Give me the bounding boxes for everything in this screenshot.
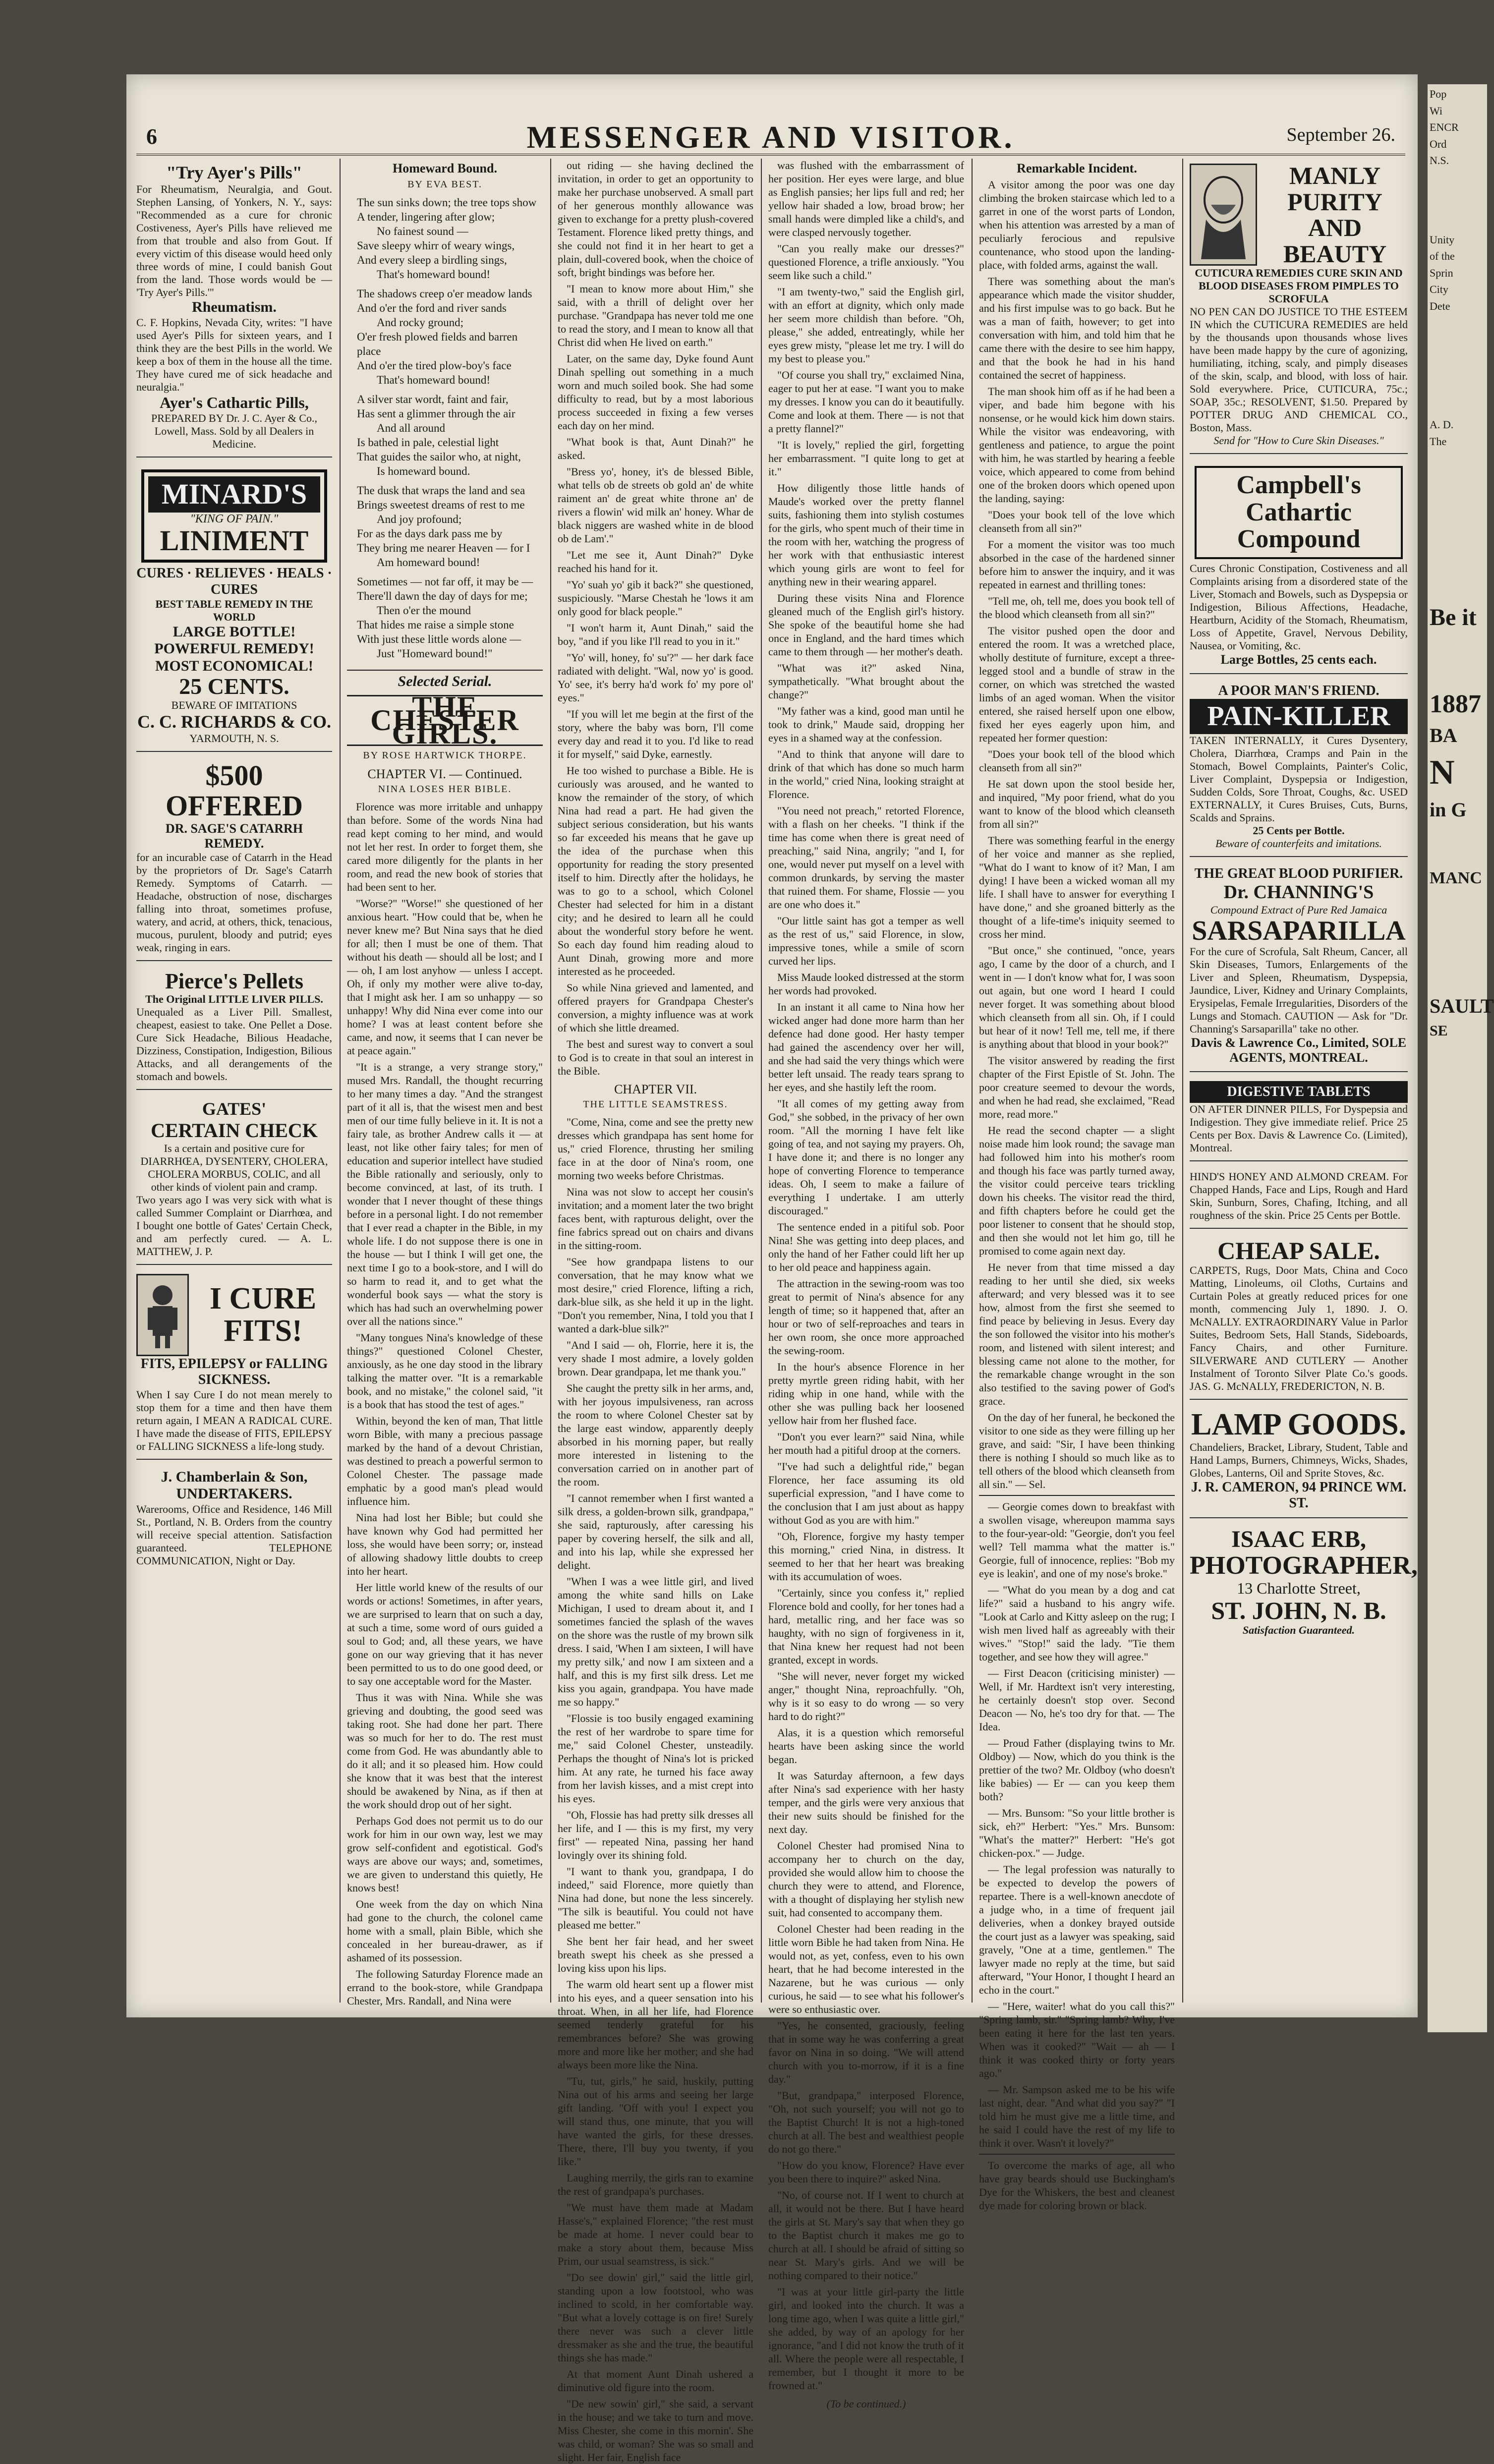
poem-line: With just these little words alone — — [357, 633, 521, 645]
poem-line: Just "Homeward bound!" — [377, 647, 493, 660]
ad-pierces-pellets — [136, 966, 332, 1090]
poem-line: A silver star wordt, faint and fair, — [357, 393, 509, 405]
edge-fragment: A. D. — [1430, 418, 1454, 431]
ad-tagline: A POOR MAN'S FRIEND. — [1218, 683, 1379, 698]
issue-date: September 26. — [1286, 124, 1395, 145]
column-ads-right — [1190, 159, 1418, 2007]
ad-heading: $500 OFFERED — [165, 759, 303, 822]
column-serial-2 — [558, 159, 753, 2464]
ad-city: ST. JOHN, N. B. — [1211, 1597, 1386, 1625]
ad-subheading: Compound Extract of Pure Red Jamaica — [1210, 903, 1387, 916]
paragraph: Alas, it is a question which remorseful hearts have been asking since the world began. — [768, 1726, 964, 1766]
paragraph: Laughing merrily, the girls ran to examine the rest of grandpapa's purchases. — [558, 2172, 753, 2197]
poem-line: The shadows creep o'er meadow lands — [357, 287, 532, 300]
paragraph: "Come, Nina, come and see the pretty new dresses which grandpapa has sent home for us," cried Florence, thrusting her smiling face in at the door of Nina's room, one morning two weeks before Christmas. — [558, 1116, 753, 1182]
paragraph: was flushed with the embarrassment of her position. Her eyes were large, and blue as English pansies; her lips full and red; her yellow hair shaded a low, broad brow; her small hands were dimpled like a child's, and were clasped nervously together. — [768, 159, 964, 238]
ad-list: CURES · RELIEVES · HEALS · CURES — [136, 566, 332, 597]
edge-fragment: Sprin — [1430, 266, 1453, 279]
paragraph: "Yo' will, honey, fo' su'?" — her dark face radiated with delight. "Wal, now yo' is good. Yo' see, it's berry ha'd work fo' my pore ol' eyes." — [558, 651, 753, 704]
ad-heading: CHEAP SALE. — [1217, 1237, 1380, 1265]
ad-cheap-sale — [1190, 1234, 1408, 1400]
ad-heading: DIGESTIVE TABLETS — [1190, 1081, 1408, 1103]
paragraph: out riding — she having declined the invitation, in order to get an opportunity to make her purchase unobserved. A small part of her generous monthly allowance was given to exchange for a pretty plush-covered Testament. Florence liked pretty things, and she could not find it in her heart to get a plain, dull-covered book, when the choice of soft, bright bindings was before her. — [558, 159, 753, 279]
poem-line: Then o'er the mound — [377, 604, 471, 617]
ad-gates-certain-check — [136, 1095, 332, 1265]
edge-fragment: The — [1430, 435, 1447, 448]
paragraph: "Certainly, since you confess it," replied Florence bold and coolly, for her tones had a hard, metallic ring, and her face was so haughty, with no sign of forgiveness in it, that Nina knew her request had not been granted, except in words. — [768, 1587, 964, 1666]
article-title: Remarkable Incident. — [1017, 161, 1137, 175]
ad-maker: PREPARED BY Dr. J. C. Ayer & Co., Lowell, Mass. Sold by all Dealers in Medicine. — [151, 411, 317, 450]
paragraph: "It all comes of my getting away from God," she sobbed, in the privacy of her own room. "All the morning I have felt like going of tea, and not saying my prayers. Oh, I have done it; and there is no longer any hope of converting Florence to temperance ideas. Oh, I seem to make a failure of everything I undertake. I am utterly discouraged." — [768, 1097, 964, 1217]
ad-hinds-cream — [1190, 1166, 1408, 1229]
serial-byline: BY ROSE HARTWICK THORPE. — [363, 750, 527, 761]
ad-subheading: FITS, EPILEPSY or FALLING SICKNESS. — [140, 1356, 328, 1388]
poem-line: And rocky ground; — [377, 316, 464, 329]
paragraph: "I mean to know more about Him," she said, with a thrill of delight over her purchase. "Grandpapa has never told me one to read the story, and I mean to know all that Christ did when He lived on earth." — [558, 283, 753, 348]
edge-fragment: Unity — [1430, 233, 1455, 246]
poem-line: For as the days dark pass me by — [357, 527, 503, 540]
poem-line: And all around — [377, 422, 445, 434]
ad-subheading: Rheumatism. — [192, 299, 277, 316]
paragraph: "Does your book tell of the blood which cleanseth from all sin?" — [979, 748, 1175, 774]
masthead — [136, 94, 1405, 156]
edge-fragment: of the — [1430, 250, 1455, 262]
column-poem-serial — [347, 159, 543, 2007]
poem-line: That guides the sailor who, at night, — [357, 451, 521, 463]
paragraph: It was Saturday afternoon, a few days after Nina's sad experience with her hasty temper, and the girls were very anxious that their new suits should be finished for the next day. — [768, 1770, 964, 1835]
ad-heading: PHOTOGRAPHER, — [1190, 1551, 1418, 1580]
paragraph: "Yes, he consented, graciously, feeling that in some way he was conferring a great favor on Nina in so doing. "We will attend church with you to-morrow, if it is a fine day." — [768, 2019, 964, 2085]
edge-fragment: Dete — [1430, 299, 1450, 312]
ad-ayers-pills — [136, 159, 332, 458]
serial-title: THE CHESTER GIRLS. — [347, 695, 543, 746]
ad-heading: I CURE FITS! — [209, 1282, 317, 1348]
paragraph: "Our little saint has got a temper as well as the rest of us," said Florence, in slow, impressive tones, while a smile of scorn curved her lips. — [768, 915, 964, 967]
column-rule — [761, 159, 762, 2003]
paragraph: "It is lovely," replied the girl, forgetting her embarrassment. "I quite long to get at it." — [768, 439, 964, 478]
paragraph: "Do see dowin' girl," said the little girl, standing upon a low footstool, who was inclined to scold, in her comfortable way. "But what a lovely cottage is on fire! Surely there never was such a clever little dressmaker as she and the true, the beautiful things she has made." — [558, 2271, 753, 2364]
paragraph: "I won't harm it, Aunt Dinah," said the boy, "and if you like I'll read to you in it." — [558, 622, 753, 647]
page-number: 6 — [146, 124, 157, 149]
paragraph: "Flossie is too busily engaged examining the rest of her wardrobe to spare time for me," said Colonel Chester, unsteadily. Perhaps the thought of Nina's lot is pricked him. At any rate, he turned his face away from her lavish kisses, and a mist crept into his eyes. — [558, 1712, 753, 1805]
ad-heading: MANLY PURITY AND BEAUTY — [1283, 162, 1387, 268]
ad-testimonial: Two years ago I was very sick with what is called Summer Complaint or Diarrhœa, and I bought one bottle of Gates' Certain Check, and am perfectly cured. — A. L. MATTHEW, J. P. — [136, 1194, 332, 1258]
ad-lamp-goods — [1190, 1405, 1408, 1518]
ad-campbells-cathartic — [1190, 459, 1408, 674]
column-ads-left — [136, 159, 332, 2007]
chapter-heading: CHAPTER VI. — Continued. — [367, 767, 522, 781]
poem-line: They bring me nearer Heaven — for I — [357, 542, 530, 554]
ad-heading: Dr. CHANNING'S — [1223, 881, 1374, 903]
poem-line: There'll dawn the day of days for me; — [357, 590, 528, 602]
poem-body — [347, 195, 543, 661]
ad-text: Cures Chronic Constipation, Costiveness and all Complaints arising from a disordered state of the Liver, Stomach and Bowels, such as Dyspepsia or Indigestion, Bilious Affections, Headache, Heartburn, Acidity of the Stomach, Rheumatism, Loss of Appetite, Gravel, Nervous Debility, Nausea, or Vomiting, &c. — [1190, 562, 1408, 652]
ad-place: YARMOUTH, N. S. — [189, 732, 279, 745]
paragraph: He too wished to purchase a Bible. He is curiously was aroused, and he wanted to know the remainder of the story, of which Nina had read a part. He had given the subject serious consideration, but his wants so far exceeded his means that he gave up the idea of the purchase when this opportunity for reading the story presented itself to him. Directly after the holidays, he was to go to a school, which Colonel Chester had selected for him in a distant city; and he desired to learn all he could about the wonderful story before he went. So each day found him reading aloud to Aunt Dinah, growing more and more interested as he proceeded. — [558, 764, 753, 977]
ad-heading: J. Chamberlain & Son, UNDERTAKERS. — [161, 1468, 308, 1502]
ad-tagline: Satisfaction Guaranteed. — [1242, 1623, 1355, 1636]
paragraph: She caught the pretty silk in her arms, and, with her joyous impulsiveness, ran across the room to where Colonel Chester sat by the large east window, apparently deeply absorbed in his morning paper, but really more interested in listening to the conversation carried on in another part of the room. — [558, 1382, 753, 1488]
paragraph: "Let me see it, Aunt Dinah?" Dyke reached his hand for it. — [558, 549, 753, 574]
edge-fragment: SAULT — [1430, 995, 1494, 1017]
paragraph: In the hour's absence Florence in her pretty myrtle green riding habit, with her riding whip in one hand, while with the other she was pulling back her loosened yellow hair from her flushed face. — [768, 1361, 964, 1427]
paragraph: "We must have them made at Madam Hasse's," explained Florence; "the rest must be made at home. I never could bear to make a story about them, because Miss Prim, our usual seamstress, is sick." — [558, 2201, 753, 2267]
paragraph: "Does your book tell of the love which cleanseth from all sin?" — [979, 509, 1175, 534]
anecdote: — Mr. Sampson asked me to be his wife last night, dear. "And what did you say?" "I told him he must give me a little time, and he said I could have the rest of my life to think it over. Wasn't it lovely?" — [979, 2083, 1175, 2149]
paragraph: A visitor among the poor was one day climbing the broken staircase which led to a garret in one of the worst parts of London, when his attention was arrested by a man of peculiarly ferocious and repulsive countenance, who stood upon the landing-place, with folded arms, against the wall. — [979, 178, 1175, 271]
ad-text: TAKEN INTERNALLY, it Cures Dysentery, Cholera, Diarrhœa, Cramps and Pain in the Stomach, Bowel Complaints, Painter's Colic, Liver Complaint, Dyspepsia or Indigestion, Sudden Colds, Sore Throat, Coughs, &c. USED EXTERNALLY, it Cures Bruises, Cuts, Burns, Scalds and Sprains. — [1190, 734, 1408, 824]
ad-text: Is a certain and positive cure for DIARRHŒA, DYSENTERY, CHOLERA, CHOLERA MORBUS, COLIC, and all other kinds of violent pain and cramp. — [140, 1142, 328, 1194]
edge-fragment: N — [1430, 753, 1455, 792]
paragraph: There was something about the man's appearance which made the visitor shudder, and his first impulse was to go back. But he was a man of faith, however; to get into conversation with him, and told him that he came there with the desire to see him happy, and that the book he had in his hand contained the secret of happiness. — [979, 275, 1175, 381]
ad-address: 13 Charlotte Street, — [1237, 1579, 1361, 1598]
ad-heading: MINARD'S — [148, 476, 320, 513]
poem-line: Is bathed in pale, celestial light — [357, 436, 499, 449]
ad-digestive-tablets — [1190, 1077, 1408, 1161]
ad-heading: SARSAPARILLA — [1192, 915, 1406, 946]
column-miscellany — [979, 159, 1175, 2212]
poem-line: That's homeward bound! — [377, 374, 490, 386]
paragraph: "I am twenty-two," said the English girl, with an effort at dignity, which only made her seem more childish than before. "Oh, please," she added, entreatingly, while her eyes grew misty, "please let me try. I will do my best to please you." — [768, 286, 964, 365]
ad-catarrh-remedy — [136, 757, 332, 961]
edge-fragment: City — [1430, 283, 1448, 295]
ad-text: Warerooms, Office and Residence, 146 Mill St., Portland, N. B. Orders from the country will receive special attention. Satisfaction guaranteed. TELEPHONE COMMUNICATION, Night or Day. — [136, 1502, 332, 1567]
paragraph: "But, grandpapa," interposed Florence, "Oh, not such yourself; you will not go to the Baptist Church! It is not a high-toned church at all. The best and wealthiest people do not go there." — [768, 2089, 964, 2155]
paragraph: So while Nina grieved and lamented, and offered prayers for Grandpapa Chester's conversion, a mighty influence was at work of which she little dreamed. — [558, 981, 753, 1034]
paragraph: During these visits Nina and Florence gleaned much of the English girl's history. She spoke of the beautiful home she had once in England, and the hard times which came to them through — her mother's death. — [768, 592, 964, 658]
edge-fragment: SE — [1430, 1023, 1448, 1039]
paragraph: "I cannot remember when I first wanted a silk dress, a golden-brown silk, grandpapa," she said, rapturously, after caressing his paper by covering herself, the silk and all, and into his lap, while she expressed her delight. — [558, 1492, 753, 1571]
notice: To overcome the marks of age, all who have gray beards should use Buckingham's Dye for the Whiskers, the best and cleanest dye made for coloring brown or black. — [979, 2159, 1175, 2212]
paragraph: The best and surest way to convert a soul to God is to create in that soul an interest in the Bible. — [558, 1038, 753, 1077]
paragraph: "I've had such a delightful ride," began Florence, her face assuming its old superficial expression, "and I have come to the conclusion that I am just about as happy without God as you are with him." — [768, 1460, 964, 1526]
ad-subheading: CUTICURA REMEDIES CURE SKIN AND BLOOD DISEASES FROM PIMPLES TO SCROFULA — [1195, 267, 1403, 305]
poem-line: And every sleep a birdling sings, — [357, 254, 507, 266]
paragraph: "Tell me, oh, tell me, does you book tell of the blood which cleanseth from all sin?" — [979, 595, 1175, 621]
doctor-illustration — [136, 1274, 189, 1356]
paragraph: "Oh, Flossie has had pretty silk dresses all her life, and I — this is my first, my very first" — repeated Nina, passing her hand lovingly over its shining fold. — [558, 1809, 753, 1861]
paragraph: "If you will let me begin at the first of the story, where the baby was born, I'll come every day and read it to you. I'd like to read it for myself," said Dyke, earnestly. — [558, 708, 753, 760]
paragraph: "How do you know, Florence? Have ever you been there to inquire?" asked Nina. — [768, 2159, 964, 2185]
ad-heading: Campbell's Cathartic Compound — [1236, 471, 1361, 554]
ad-maker: Davis & Lawrence Co., Limited, SOLE AGENTS, MONTREAL. — [1191, 1035, 1407, 1065]
ad-text: C. F. Hopkins, Nevada City, writes: "I have used Ayer's Pills for sixteen years, and I think they are the best Pills in the world. We keep a box of them in the house all the time. They have cured me of sick headache and neuralgia." — [136, 316, 332, 393]
paragraph: Miss Maude looked distressed at the storm her words had provoked. — [768, 971, 964, 997]
paragraph: Later, on the same day, Dyke found Aunt Dinah spelling out something in a much worn and much soiled book. She had some difficulty to read, but by a most laborious process succeeded in fixing a few verses each day on her mind. — [558, 352, 753, 432]
poem-title: Homeward Bound. — [393, 161, 497, 175]
paragraph: "You need not preach," retorted Florence, with a flash on her cheeks. "I think if the time has come when there is great need of preaching," said Nina, angrily; "and I, for one, would never put myself on a level with common drunkards, by serving the master that ruined them. For shame, Flossie — you are one who does it." — [768, 804, 964, 911]
ad-cuticura — [1190, 159, 1408, 454]
ad-channings-sarsaparilla — [1190, 862, 1408, 1072]
chapter-subtitle: NINA LOSES HER BIBLE. — [378, 784, 512, 795]
paragraph: "And to think that anyone will dare to drink of that which has done so much harm in the world," cried Nina, looking straight at Florence. — [768, 748, 964, 801]
paragraph: The warm old heart sent up a flower mist into his eyes, and a queer sensation into his throat. When, in all her life, had Florence seemed tenderly grateful for his remembrances before? She was growing more and more like her mother; and she had always been more like the Nina. — [558, 1978, 753, 2071]
anecdote: — "What do you mean by a dog and cat life?" said a husband to his angry wife. "Look at Carlo and Kitty asleep on the rug; I wish men lived half as agreeably with their wives." "Stop!" said the lady. "Tie them together, and see how they will agree." — [979, 1584, 1175, 1663]
paragraph: The attraction in the sewing-room was too great to permit of Nina's absence for any length of time; so it happened that, after an hour or two of self-reproaches and tears in her own room, she once more approached the sewing-room. — [768, 1277, 964, 1357]
paragraph: "And I said — oh, Florrie, here it is, the very shade I most admire, a lovely golden brown. Dear grandpapa, let me thank you." — [558, 1339, 753, 1378]
edge-fragment: Be it — [1430, 604, 1477, 630]
ad-price: Large Bottles, 25 cents each. — [1220, 652, 1377, 667]
paragraph: "She will never, never forget my wicked anger," thought Nina, reproachfully. "Oh, why is it so easy to do wrong — so very hard to do right?" — [768, 1670, 964, 1722]
ad-text: ON AFTER DINNER PILLS, For Dyspepsia and Indigestion. They give immediate relief. Price 25 Cents per Box. Davis & Lawrence Co. (Limited), Montreal. — [1190, 1103, 1408, 1154]
poem-line: O'er fresh plowed fields and barren place — [357, 331, 518, 357]
to-be-continued: (To be continued.) — [826, 2398, 906, 2410]
poem-line: And o'er the ford and river sands — [357, 302, 507, 314]
ad-heading: ISAAC ERB, — [1231, 1526, 1367, 1553]
paragraph: Nina was not slow to accept her cousin's invitation; and a moment later the two bright faces bent, with rapturous delight, over the fine fabrics spread out on chairs and divans in the sitting-room. — [558, 1186, 753, 1252]
column-rule — [972, 159, 973, 2003]
poem-line: That's homeward bound! — [377, 268, 490, 281]
ad-heading: PAIN-KILLER — [1190, 699, 1408, 734]
ad-price: 25 CENTS. — [179, 674, 289, 699]
ad-heading: Pierce's Pellets — [165, 969, 303, 993]
ad-heading: LINIMENT — [160, 524, 309, 557]
column-serial-3 — [768, 159, 964, 2410]
ad-text: for an incurable case of Catarrh in the Head by the proprietors of Dr. Sage's Catarrh Remedy. Symptoms of Catarrh. — Headache, obstruction of nose, discharges falling into throat, sometimes profuse, watery, and acrid, at others, thick, tenacious, mucous, purulent, bloody and putrid; eyes weak, ringing in ears. — [136, 851, 332, 954]
paragraph: She bent her fair head, and her sweet breath swept his cheek as she pressed a loving kiss upon his lips. — [558, 1935, 753, 1974]
edge-fragment: Ord — [1430, 137, 1447, 150]
ad-text: BEWARE OF IMITATIONS — [171, 698, 297, 711]
paragraph: The visitor pushed open the door and entered the room. It was a wretched place, wholly destitute of furniture, except a three-legged stool and a bundle of straw in the corner, on which was stretched the wasted limbs of an aged woman. When the visitor entered, she raised herself upon one elbow, fixed her eyes eagerly upon him, and repeated her former question: — [979, 625, 1175, 744]
paragraph: "What book is that, Aunt Dinah?" he asked. — [558, 436, 753, 461]
poem-line: And joy profound; — [377, 513, 462, 525]
ad-subheading: The Original LITTLE LIVER PILLS. — [145, 992, 323, 1005]
paragraph: "Can you really make our dresses?" questioned Florence, a trifle anxiously. "You seem like such a child." — [768, 242, 964, 282]
edge-fragment: ENCR — [1430, 121, 1459, 133]
ad-text: LARGE BOTTLE! POWERFUL REMEDY! MOST ECONOMICAL! — [154, 623, 314, 674]
ad-heading: GATES' — [202, 1098, 267, 1119]
newspaper-page — [126, 74, 1418, 2464]
ad-note: Send for "How to Cure Skin Diseases." — [1213, 434, 1384, 447]
poem-line: Save sleepy whirr of weary wings, — [357, 239, 515, 252]
chapter-subtitle: THE LITTLE SEAMSTRESS. — [583, 1099, 728, 1110]
paragraph: "What was it?" asked Nina, sympathetically. "What brought about the change?" — [768, 662, 964, 701]
paragraph: "Yo' suah yo' gib it back?" she questioned, suspiciously. "Marse Chestah he 'lows it am only good for black people." — [558, 578, 753, 618]
ad-text: HIND'S HONEY AND ALMOND CREAM. For Chapped Hands, Face and Lips, Rough and Hard Skin, Sunburn, Sores, Chafing, Itching, and all roughness of the skin. Price 25 Cents per Bottle. — [1190, 1170, 1408, 1222]
ad-heading: LAMP GOODS. — [1191, 1407, 1407, 1441]
column-rule — [340, 159, 341, 2003]
edge-fragment: 1887 — [1430, 690, 1481, 718]
paragraph: One week from the day on which Nina had gone to the church, the colonel came home with a small, plain Bible, which she concealed in her bureau-drawer, as if ashamed of its possession. — [347, 1898, 543, 1964]
newspaper-title: MESSENGER AND VISITOR. — [526, 119, 1015, 155]
paragraph: For a moment the visitor was too much absorbed in the case of the hardened sinner before him to answer the inquiry, and it was repeated in earnest and thrilling tones: — [979, 538, 1175, 591]
poem-line: No fainest sound — — [377, 225, 468, 237]
paragraph: Within, beyond the ken of man, That little worn Bible, with many a precious passage marked by the hand of a devout Christian, was destined to preach a powerful sermon to Colonel Chester. The passage made emphatic by a good man's plead would influence him. — [347, 1415, 543, 1507]
poem-line: That hides me raise a simple stone — [357, 619, 514, 631]
paragraph: The sentence ended in a pitiful sob. Poor Nina! She was getting into deep places, and only the hand of her Father could lift her up to her old peace and happiness again. — [768, 1221, 964, 1273]
ad-subheading: DR. SAGE'S CATARRH REMEDY. — [165, 821, 303, 851]
paragraph: The following Saturday Florence made an errand to the book-store, while Grandpapa Chester, Mrs. Randall, and Nina were — [347, 1968, 543, 2007]
paragraph: "I was at your little girl-party the little girl, and looked into the church. It was a long time ago, when I was quite a little girl," she added, by way of an apology for her ignorance, "and I did not know the truth of it all. Where the people were all respectable, I remember, but I thought it more to be frowned at." — [768, 2286, 964, 2392]
paragraph: "It is a strange, a very strange story," mused Mrs. Randall, the thought recurring to her many times a day. "And the strangest part of it all is, that the wisest men and best men of our time fully believe in it. It is not a fairy tale, as brother Andrew calls it — at least, not like other fairy tales; for men of education and superior intellect have studied the Bible rationally and seriously, only to become convinced, at last, of its truth. I wonder that I never thought of these things before in a personal light. I do not remember that I ever read a chapter in the Bible, in my whole life. I do not suppose there is one in the house — but I think I will get one, the next time I go to a book-store, and I will do so harm to read it, and to get what the wonderful book says — what the story is which has had such an overwhelming power over all the nations since." — [347, 1061, 543, 1327]
ad-footer: Ayer's Cathartic Pills, — [160, 393, 309, 411]
ad-undertakers — [136, 1465, 332, 1573]
paragraph: Thus it was with Nina. While she was grieving and doubting, the good seed was taking root. She had done her part. There was so much for her to do. The rest must come from God. He was abundantly able to do it all; and it so pleased him. How could she know that it was best that the interest should be awakened by Nina, as if then at the work should drop out of her sight. — [347, 1691, 543, 1811]
paragraph: He never from that time missed a day reading to her until she died, six weeks afterward; and very blessed was it to see how, almost from the first she seemed to find peace by believing in Jesus. Every day the son followed the visitor into his mother's room, and listened with silent interest; and blessing came not alone to the mother, for the remarkable change wrought in the son also testified to the saving power of God's grace. — [979, 1261, 1175, 1407]
paragraph: "No, of course not. If I went to church at all, it would not be there. But I have heard the girls at St. Mary's say that when they go to the Baptist church it makes me go to church at all. I should be afraid of sitting so near St. Mary's girls. And we will be nothing compared to their notice." — [768, 2189, 964, 2282]
paragraph: "Tu, tut, girls," he said, huskily, putting Nina out of his arms and seeing her large gift landing. "Off with you! I expect you will stand thus, one minute, that you will have wanted the girls, for these dresses. There, there, I'll buy you twenty, if you like." — [558, 2075, 753, 2168]
ad-text: Chandeliers, Bracket, Library, Student, Table and Hand Lamps, Burners, Chimneys, Wicks, Shades, Globes, Lanterns, Oil and Sprite Stoves, &c. — [1190, 1440, 1408, 1479]
paragraph: "See how grandpapa listens to our conversation, that he may know what we most desire," cried Florence, lifting a rich, dark-blue silk, as she held it up in the light. "Don't you remember, Nina, I told you that I wanted a dark-blue silk?" — [558, 1256, 753, 1335]
paragraph: On the day of her funeral, he beckoned the visitor to one side as they were filling up her grave, and said: "Sir, I have been thinking there is nothing I should so much like as to tell others of the blood which cleanseth from all sin." — Sel. — [979, 1411, 1175, 1490]
paragraph: "Don't you ever learn?" said Nina, while her mouth had a pitiful droop at the corners. — [768, 1431, 964, 1456]
anecdote: — Mrs. Bunsom: "So your little brother is sick, eh?" Herbert: "Yes." Mrs. Bunsom: "What's the matter?" Herbert: "He's got chicken-pox." — Judge. — [979, 1807, 1175, 1859]
poem-line: Brings sweetest dreams of rest to me — [357, 499, 525, 511]
poem-line: Has sent a glimmer through the air — [357, 407, 516, 420]
edge-fragment: Pop — [1430, 88, 1447, 100]
edge-fragment: in G — [1430, 798, 1467, 821]
ad-heading: CERTAIN CHECK — [151, 1119, 318, 1142]
column-rule — [550, 159, 551, 2003]
ad-maker: C. C. RICHARDS & CO. — [137, 711, 331, 732]
paragraph: Her little world knew of the results of our words or actions! Sometimes, in after years, we are surprised to learn that on such a day, at such a time, some word of ours guided a soul to God; and, all these years, we have gone on our way grieving that it has never been permitted to us to do one good deed, or to say one acceptable word for the Master. — [347, 1581, 543, 1687]
ad-pain-killer — [1190, 679, 1408, 857]
ad-tagline: THE GREAT BLOOD PURIFIER. — [1194, 865, 1403, 881]
paragraph: Perhaps God does not permit us to do our work for him in our own way, lest we may grow self-confident and egotistical. God's ways are above our ways; and, sometimes, we are given to understand this quietly, He knows best! — [347, 1815, 543, 1894]
anecdote: — The legal profession was naturally to be expected to develop the powers of repartee. There is a well-known anecdote of a judge who, in a time of frequent jail deliveries, when a donkey brayed outside the court just as a lawyer was speaking, said gravely, "One at a time, gentlemen." The lawyer made no reply at the time, but said afterward, "Your Honor, I thought I heard an echo in the court." — [979, 1863, 1175, 1996]
ad-maker: J. R. CAMERON, 94 PRINCE WM. ST. — [1191, 1479, 1407, 1511]
paragraph: How diligently those little hands of Maude's worked over the pretty flannel suits, fashioning them into stylish costumes for the girls, who spent much of their time in the room with her, watching the progress of her work with that enthusiastic interest which young girls are wont to feel for anything new in their wearing apparel. — [768, 482, 964, 588]
paragraph: "I want to thank you, grandpapa, I do indeed," said Florence, more quietly than Nina had done, but none the less sincerely. "The silk is beautiful. You could not have pleased me better." — [558, 1865, 753, 1931]
ad-note: Beware of counterfeits and imitations. — [1215, 837, 1382, 850]
paragraph: "When I was a wee little girl, and lived among the white sand hills on Lake Michigan, I used to dream about it, and I sometimes fancied the splash of the waves on the shore was the rustle of my brown silk dress. I said, 'When I am sixteen, I will have my pretty silk,' and now I am sixteen and a half, and this is my first silk dress. Let me kiss you again, grandpapa. You have made me so happy." — [558, 1575, 753, 1708]
ad-isaac-erb — [1190, 1523, 1418, 1642]
ad-tagline: "KING OF PAIN." — [190, 512, 279, 525]
edge-fragment: BA — [1430, 724, 1457, 746]
adjacent-page-edge — [1428, 84, 1494, 2032]
paragraph: At that moment Aunt Dinah ushered a diminutive old figure into the room. — [558, 2368, 753, 2394]
anecdote: — "Here, waiter! what do you call this?" "Spring lamb, sir." "Spring lamb? Why, I've been eating it here for the last ten years. When was it cooked?" "Wait — ah — I think it was cooked thirty or forty years ago." — [979, 2000, 1175, 2079]
ad-text: When I say Cure I do not mean merely to stop them for a time and then have them return again, I MEAN A RADICAL CURE. I have made the disease of FITS, EPILEPSY or FALLING SICKNESS a life-long study. — [136, 1388, 332, 1452]
chapter-heading: CHAPTER VII. — [614, 1082, 697, 1096]
paragraph: "But once," she continued, "once, years ago, I came by the door of a church, and I went in — I don't know what for, I was soon out again, but one word I heard I could never forget. It was something about blood which cleanseth from all sin. Oh, if I could but hear of it now! Tell me, tell me, if there is anything about that blood in your book?" — [979, 944, 1175, 1050]
poem-line: Am homeward bound! — [377, 556, 480, 569]
anecdote: — First Deacon (criticising minister) — Well, if Mr. Hardtext isn't very interesting, he certainly doesn't stop over. Second Deacon — No, he's too dry for that. — The Idea. — [979, 1667, 1175, 1733]
portrait-illustration — [1190, 164, 1257, 266]
column-rule — [1182, 159, 1183, 2003]
paragraph: "My father was a kind, good man until he took to drink," Maude said, dropping her eyes in a shamed way at the confession. — [768, 705, 964, 744]
paragraph: Florence was more irritable and unhappy than before. Some of the words Nina had read kept coming to her mind, and would not let her rest. In order to forget them, she cared more diligently for the plants in her room, and read the new book of stories that had been sent to her. — [347, 801, 543, 893]
paragraph: Nina had lost her Bible; but could she have known why God had permitted her loss, she would have been sorry; or, instead of allowing shadowy little doubts to creep into her heart. — [347, 1511, 543, 1577]
paragraph: There was something fearful in the energy of her voice and manner as she replied, "What do I want to know of it? Man, I am dying! I have been a wicked woman all my life. I shall have to answer for everything I have done," and she groaned bitterly as the thought of a life-time's iniquity seemed to cross her mind. — [979, 834, 1175, 940]
edge-fragment: Wi — [1430, 104, 1442, 117]
ad-text: CARPETS, Rugs, Door Mats, China and Coco Matting, Linoleums, oil Cloths, Curtains and Curtain Poles at greatly reduced prices for one month, commencing July 1, 1890. J. O. McNALLY. EXTRAORDINARY Value in Parlor Suites, Bedroom Sets, Hall Stands, Sideboards, Fancy Chairs, and other Furniture. SILVERWARE AND CUTLERY — Another Instalment of Toronto Silver Plate Co.'s goods. JAS. G. McNALLY, FREDERICTON, N. B. — [1190, 1263, 1408, 1392]
ad-text: BEST TABLE REMEDY IN THE WORLD — [155, 597, 313, 623]
edge-fragment: MANC — [1430, 868, 1482, 887]
edge-fragment: N.S. — [1430, 154, 1449, 167]
paragraph: The man shook him off as if he had been a viper, and bade him begone with his nonsense, or he would kick him down stairs. While the visitor was endeavoring, with gentleness and patience, to argue the point with him, he was startled by hearing a feeble voice, which appeared to come from behind one of the broken doors which opened upon the landing, saying: — [979, 385, 1175, 505]
ad-text: For the cure of Scrofula, Salt Rheum, Cancer, all Skin Diseases, Tumors, Enlargements of the Liver and Spleen, Rheumatism, Dyspepsia, Jaundice, Liver, Kidney and Urinary Complaints, Erysipelas, Female Irregularities, Disorders of the Lungs and Stomach. CAUTION — Ask for "Dr. Channing's Sarsaparilla" take no other. — [1190, 945, 1408, 1035]
anecdote: — Georgie comes down to breakfast with a swollen visage, whereupon mamma says to the four-year-old: "Georgie, don't you feel well? Tell mamma what the matter is." Georgie, full of innocence, replies: "Bob my eye is leakin', and one of my nose's broke." — [979, 1500, 1175, 1580]
poem-line: Sometimes — not far off, it may be — — [357, 575, 533, 588]
paragraph: In an instant it all came to Nina how her wicked anger had done more harm than her defence had done good. Her hasty temper had gained the ascendency over her will, and she had said the very things which were better left unsaid. The ready tears sprang to her eyes, and she hastily left the room. — [768, 1001, 964, 1093]
paragraph: "Worse?" "Worse!" she questioned of her anxious heart. "How could that be, when he never knew me? But Nina says that he died for all; then I must be one of them. That without his death — should all be lost; and I — oh, I am lost anyhow — unless I accept. Oh, if only my mother were alive to-day, that I might ask her. I am so unhappy — so unhappy! Why did Nina ever come into our home? I was at least content before she came, and now, it seems that I can never be at peace again." — [347, 897, 543, 1057]
anecdote: — Proud Father (displaying twins to Mr. Oldboy) — Now, which do you think is the prettier of the two? Mr. Oldboy (who doesn't like babies) — Er — can you keep them both? — [979, 1737, 1175, 1803]
poem-line: Is homeward bound. — [377, 465, 470, 477]
paragraph: "De new sowin' girl," she said, a servant in the house; and we take to turn and move. Miss Chester, she come in this mornin'. She was child, or woman? She was so small and slight. Her fair, English face — [558, 2398, 753, 2464]
paragraph: The visitor answered by reading the first chapter of the First Epistle of St. John. The poor creature seemed to devour the words, and when he had read, she exclaimed, "Read more, read more." — [979, 1054, 1175, 1120]
paragraph: "Of course you shall try," exclaimed Nina, eager to put her at ease. "I want you to make my dresses. I know you can do it beautifully. Come and look at them. There — is not that a pretty flannel?" — [768, 369, 964, 435]
poem-line: A tender, lingering after glow; — [357, 211, 495, 223]
ad-minards-liniment — [136, 462, 332, 752]
ad-fits-cure — [136, 1270, 332, 1459]
ad-price: 25 Cents per Bottle. — [1253, 824, 1345, 837]
ad-text: NO PEN CAN DO JUSTICE TO THE ESTEEM IN which the CUTICURA REMEDIES are held by the thousands upon thousands whose lives have been made happy by the cure of agonizing, humiliating, itching, scaly, and pimply diseases of the skin, scalp, and blood, with loss of hair. Sold everywhere. Price, CUTICURA, 75c.; SOAP, 35c.; RESOLVENT, $1.50. Prepared by POTTER DRUG AND CHEMICAL CO., Boston, Mass. — [1190, 305, 1408, 434]
paragraph: He sat down upon the stool beside her, and inquired, "My poor friend, what do you want to know of the blood which cleanseth from all sin?" — [979, 778, 1175, 830]
ad-heading: "Try Ayer's Pills" — [166, 163, 302, 182]
section-label: Selected Serial. — [347, 670, 543, 688]
poem-line: And o'er the tired plow-boy's face — [357, 359, 512, 372]
paragraph: "Bress yo', honey, it's de blessed Bible, what tells ob de streets ob gold an' de white raiment an' de great white throne an' de rivers a flowin' wid milk an' honey. Whar de black niggers are washed white in de blood ob de Lam'." — [558, 465, 753, 545]
paragraph: "Oh, Florence, forgive my hasty temper this morning," cried Nina, in distress. It seemed to her that her heart was breaking with its accumulation of woes. — [768, 1530, 964, 1583]
poem-line: The dusk that wraps the land and sea — [357, 484, 525, 497]
paragraph: Colonel Chester had been reading in the little worn Bible he had taken from Nina. He would not, as yet, confess, even to his own heart, that he had become interested in the Nazarene, but he was curious — only curious, he said — to see what his follower's were so enthusiastic over. — [768, 1923, 964, 2015]
poem-line: The sun sinks down; the tree tops show — [357, 196, 537, 209]
paragraph: He read the second chapter — a slight noise made him look round; the savage man had followed him into his mother's room and though his face was partly turned away, the visitor could perceive tears trickling down his cheeks. The visitor read the third, and fifth chapters before he could get the poor listener to consent that he should stop, and then she would not let him go, till he promised to come again next day. — [979, 1124, 1175, 1257]
paragraph: "Many tongues Nina's knowledge of these things?" questioned Colonel Chester, anxiously, as he one day stood in the library talking the matter over. "It is a remarkable book, and no mistake," the colonel said, "it is a book that has stood the test of ages." — [347, 1331, 543, 1411]
ad-text: For Rheumatism, Neuralgia, and Gout. Stephen Lansing, of Yonkers, N. Y., says: "Recommended as a cure for chronic Costiveness, Ayer's Pills have relieved me from that trouble and also from Gout. If every victim of this disease would heed only three words of mine, I could banish Gout from the land. Those words would be — 'Try Ayer's Pills.'" — [136, 183, 332, 299]
paragraph: Colonel Chester had promised Nina to accompany her to church on the day, provided she would allow him to choose the church they were to attend, and Florence, with a thought of displaying her stylish new suit, had consented to accompany them. — [768, 1839, 964, 1919]
ad-text: Unequaled as a Liver Pill. Smallest, cheapest, easiest to take. One Pellet a Dose. Cure Sick Headache, Bilious Headache, Dizziness, Constipation, Indigestion, Bilious Attacks, and all derangements of the stomach and bowels. — [136, 1005, 332, 1083]
poem-author: BY EVA BEST. — [407, 179, 482, 190]
